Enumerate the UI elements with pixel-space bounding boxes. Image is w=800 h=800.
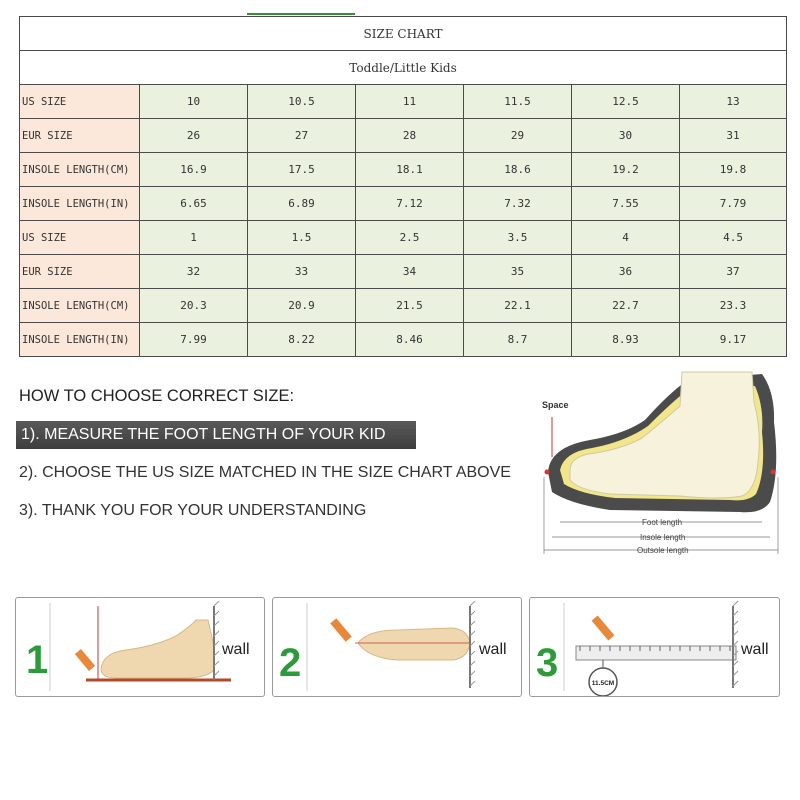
table-cell: 2.5 <box>356 221 464 255</box>
row-label: INSOLE LENGTH(IN) <box>20 187 140 221</box>
table-cell: 7.99 <box>140 323 248 357</box>
size-chart-table <box>19 16 787 357</box>
foot-shape <box>570 372 759 498</box>
table-cell: 8.7 <box>464 323 572 357</box>
table-title: SIZE CHART <box>20 17 787 51</box>
table-cell: 22.1 <box>464 289 572 323</box>
table-cell: 11 <box>356 85 464 119</box>
table-cell: 8.46 <box>356 323 464 357</box>
table-cell: 37 <box>680 255 787 289</box>
table-row <box>20 119 787 153</box>
table-cell: 13 <box>680 85 787 119</box>
table-cell: 32 <box>140 255 248 289</box>
table-title-row <box>20 17 787 51</box>
measure-step-panel-3 <box>529 597 780 697</box>
pencil-icon <box>330 618 352 642</box>
table-cell: 7.79 <box>680 187 787 221</box>
table-cell: 18.6 <box>464 153 572 187</box>
table-row <box>20 153 787 187</box>
table-cell: 7.32 <box>464 187 572 221</box>
row-label: EUR SIZE <box>20 255 140 289</box>
table-row <box>20 187 787 221</box>
table-cell: 8.93 <box>572 323 680 357</box>
table-cell: 34 <box>356 255 464 289</box>
table-cell: 4 <box>572 221 680 255</box>
top-accent-line <box>247 13 355 15</box>
step-number-3: 3 <box>536 641 559 685</box>
pencil-icon <box>592 615 615 640</box>
wall-label-1: wall <box>222 641 250 658</box>
table-cell: 1.5 <box>248 221 356 255</box>
heel-marker <box>771 470 776 475</box>
table-row <box>20 221 787 255</box>
table-row <box>20 85 787 119</box>
table-subtitle: Toddle/Little Kids <box>20 51 787 85</box>
wall-label-2: wall <box>479 641 507 658</box>
table-subtitle-row <box>20 51 787 85</box>
table-cell: 20.9 <box>248 289 356 323</box>
step-number-2: 2 <box>279 641 302 685</box>
table-cell: 1 <box>140 221 248 255</box>
table-cell: 6.89 <box>248 187 356 221</box>
space-label: Space <box>542 400 569 410</box>
foot-side-view <box>101 620 215 678</box>
table-cell: 4.5 <box>680 221 787 255</box>
table-cell: 11.5 <box>464 85 572 119</box>
step-1-text: 1). MEASURE THE FOOT LENGTH OF YOUR KID <box>21 426 386 443</box>
measure-step-panel-1 <box>15 597 265 697</box>
toe-marker <box>545 470 550 475</box>
table-cell: 29 <box>464 119 572 153</box>
how-to-heading: HOW TO CHOOSE CORRECT SIZE: <box>19 387 295 405</box>
foot-length-label: Foot length <box>642 518 683 527</box>
table-cell: 7.55 <box>572 187 680 221</box>
table-cell: 31 <box>680 119 787 153</box>
table-row <box>20 289 787 323</box>
table-cell: 9.17 <box>680 323 787 357</box>
table-cell: 10.5 <box>248 85 356 119</box>
insole-length-label: Insole length <box>640 533 686 542</box>
table-cell: 20.3 <box>140 289 248 323</box>
row-label: US SIZE <box>20 85 140 119</box>
table-cell: 10 <box>140 85 248 119</box>
table-cell: 35 <box>464 255 572 289</box>
step-number-1: 1 <box>26 638 49 682</box>
table-cell: 6.65 <box>140 187 248 221</box>
table-cell: 12.5 <box>572 85 680 119</box>
pencil-icon <box>75 649 95 671</box>
table-row <box>20 323 787 357</box>
table-cell: 26 <box>140 119 248 153</box>
row-label: EUR SIZE <box>20 119 140 153</box>
reading-label: 11.5CM <box>591 680 615 687</box>
table-cell: 19.2 <box>572 153 680 187</box>
table-row <box>20 255 787 289</box>
table-cell: 17.5 <box>248 153 356 187</box>
foot-top-view <box>358 628 470 660</box>
row-label: US SIZE <box>20 221 140 255</box>
table-cell: 18.1 <box>356 153 464 187</box>
table-cell: 36 <box>572 255 680 289</box>
step-3-text: 3). THANK YOU FOR YOUR UNDERSTANDING <box>19 502 367 519</box>
table-cell: 27 <box>248 119 356 153</box>
outsole-length-label: Outsole length <box>637 546 689 555</box>
table-cell: 8.22 <box>248 323 356 357</box>
measure-step-panel-2 <box>272 597 522 697</box>
table-cell: 33 <box>248 255 356 289</box>
row-label: INSOLE LENGTH(IN) <box>20 323 140 357</box>
table-cell: 28 <box>356 119 464 153</box>
table-cell: 22.7 <box>572 289 680 323</box>
table-cell: 23.3 <box>680 289 787 323</box>
table-cell: 30 <box>572 119 680 153</box>
row-label: INSOLE LENGTH(CM) <box>20 153 140 187</box>
table-cell: 21.5 <box>356 289 464 323</box>
table-cell: 7.12 <box>356 187 464 221</box>
table-cell: 3.5 <box>464 221 572 255</box>
step-2-text: 2). CHOOSE THE US SIZE MATCHED IN THE SIZE CHART ABOVE <box>19 464 511 481</box>
wall-label-3: wall <box>741 641 769 658</box>
table-cell: 19.8 <box>680 153 787 187</box>
table-cell: 16.9 <box>140 153 248 187</box>
row-label: INSOLE LENGTH(CM) <box>20 289 140 323</box>
shoe-measurement-diagram <box>530 362 792 562</box>
